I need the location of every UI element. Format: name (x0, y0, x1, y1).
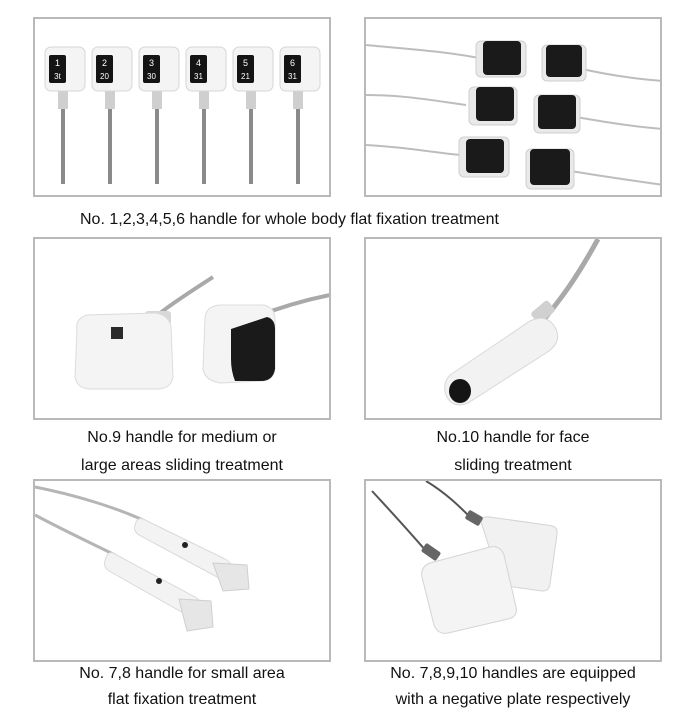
pad-3 (469, 87, 517, 125)
handle-unit-2 (92, 47, 132, 184)
caption-panel4-line1: No.10 handle for face (436, 429, 590, 446)
panel-square-pads (364, 17, 662, 197)
handle-number: 2 (101, 58, 108, 68)
handle-reading: 21 (241, 72, 250, 81)
handle-unit-4 (186, 47, 226, 184)
caption-panel5-line1: No. 7,8 handle for small area (79, 665, 285, 682)
negative-plate-front (421, 543, 517, 634)
caption-panel6-line1: No. 7,8,9,10 handles are equipped (390, 665, 636, 682)
no10-handle-illustration (366, 239, 662, 420)
handle-reading: 3t (54, 72, 61, 81)
caption-row1: No. 1,2,3,4,5,6 handle for whole body flat fixation treatment (80, 211, 499, 228)
handle-number: 4 (195, 58, 202, 68)
no9-handle-back (203, 305, 275, 383)
panel-no10-handle (364, 237, 662, 420)
pad-1 (476, 41, 526, 77)
panel-no7-8-handles (33, 479, 331, 662)
pad-2 (542, 45, 586, 81)
handle-reading: 20 (100, 72, 109, 81)
square-pads-illustration (366, 19, 662, 197)
no7-8-handles-illustration (35, 481, 331, 662)
negative-plates-illustration (366, 481, 662, 662)
caption-panel5-line2: flat fixation treatment (107, 691, 257, 708)
pad-6 (526, 149, 574, 189)
handle-reading: 31 (194, 72, 203, 81)
handle-unit-6 (280, 47, 320, 184)
no10-handle-body (445, 318, 558, 404)
handle-unit-1 (45, 47, 85, 184)
panel-six-handles (33, 17, 331, 197)
panel-no9-handle (33, 237, 331, 420)
six-handles-illustration (35, 19, 331, 197)
caption-panel3-line1: No.9 handle for medium or (87, 429, 277, 446)
handle-unit-3 (139, 47, 179, 184)
pad-5 (459, 137, 509, 177)
handle-number: 5 (242, 58, 249, 68)
handle-unit-5 (233, 47, 273, 184)
handle-number: 1 (54, 58, 61, 68)
panel-negative-plates (364, 479, 662, 662)
handle-number: 3 (148, 58, 155, 68)
no9-handle-front (75, 313, 173, 389)
handle-number: 6 (289, 58, 296, 68)
pad-4 (534, 95, 580, 133)
no9-handle-illustration (35, 239, 331, 420)
caption-panel6-line2: with a negative plate respectively (395, 691, 631, 708)
handle-reading: 30 (147, 72, 156, 81)
handle-reading: 31 (288, 72, 297, 81)
caption-panel3-line2: large areas sliding treatment (81, 457, 283, 474)
caption-panel4-line2: sliding treatment (454, 457, 572, 474)
